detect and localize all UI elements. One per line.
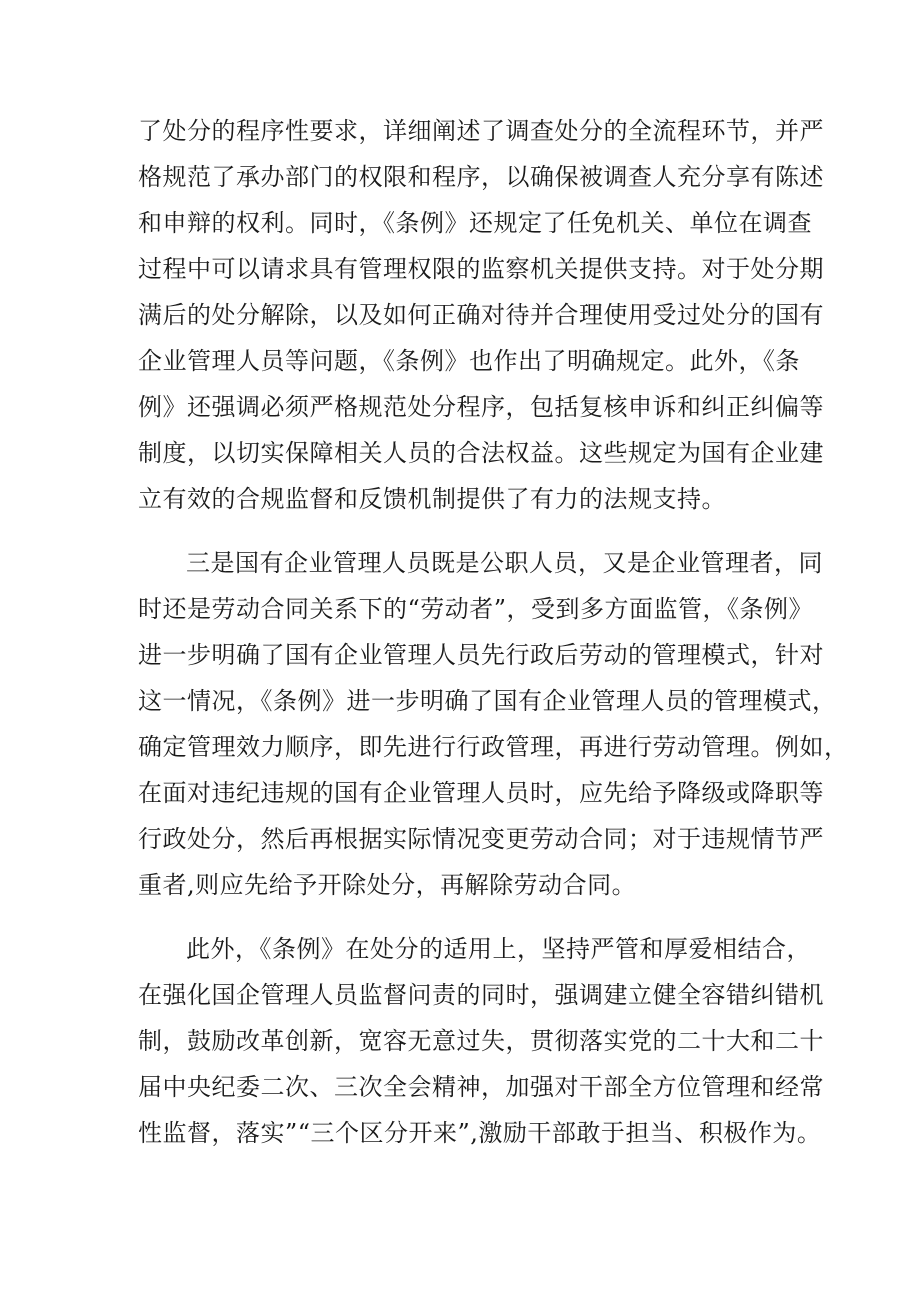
paragraph-3 [138,926,824,1156]
text-line: 企业管理人员等问题，《条例》也作出了明确规定。此外，《条 [138,347,800,375]
paragraph-2 [138,540,849,908]
document-body [138,108,849,1156]
text-line: 届中央纪委二次、三次全会精神，加强对干部全方位管理和经常 [138,1073,824,1101]
text-line: 行政处分，然后再根据实际情况变更劳动合同；对于违规情节严 [138,825,824,853]
text-line: 过程中可以请求具有管理权限的监察机关提供支持。对于处分期 [138,255,824,283]
text-line: 在强化国企管理人员监督问责的同时，强调建立健全容错纠错机 [138,981,824,1009]
text-line: 了处分的程序性要求，详细阐述了调查处分的全流程环节，并严 [138,117,824,145]
text-line: 满后的处分解除，以及如何正确对待并合理使用受过处分的国有 [138,301,824,329]
text-line: 性监督，落实”“三个区分开来”,激励干部敢于担当、积极作为。 [138,1119,822,1147]
text-line: 格规范了承办部门的权限和程序，以确保被调查人充分享有陈述 [138,163,824,191]
text-line: 例》还强调必须严格规范处分程序，包括复核申诉和纠正纠偏等 [138,393,824,421]
text-line: 立有效的合规监督和反馈机制提供了有力的法规支持。 [138,485,726,513]
text-line: 在面对违纪违规的国有企业管理人员时，应先给予降级或降职等 [138,779,824,807]
text-line: 时还是劳动合同关系下的“劳动者”，受到多方面监管，《条例》 [138,595,814,623]
paragraph-spacer [138,908,798,926]
text-line: 这一情况，《条例》进一步明确了国有企业管理人员的管理模式， [138,687,837,715]
text-line: 制度，以切实保障相关人员的合法权益。这些规定为国有企业建 [138,439,824,467]
text-line: 制，鼓励改革创新，宽容无意过失，贯彻落实党的二十大和二十 [138,1027,824,1055]
text-line: 和申辩的权利。同时，《条例》还规定了任免机关、单位在调查 [138,209,812,237]
text-line: 确定管理效力顺序，即先进行行政管理，再进行劳动管理。例如， [138,733,849,761]
text-line: 进一步明确了国有企业管理人员先行政后劳动的管理模式，针对 [138,641,824,669]
text-line: 此外，《条例》在处分的适用上，坚持严管和厚爱相结合， [186,935,811,963]
paragraph-1 [138,108,824,522]
paragraph-spacer [138,522,798,540]
text-line: 三是国有企业管理人员既是公职人员，又是企业管理者，同 [186,549,823,577]
text-line: 重者,则应先给予开除处分，再解除劳动合同。 [138,871,637,899]
